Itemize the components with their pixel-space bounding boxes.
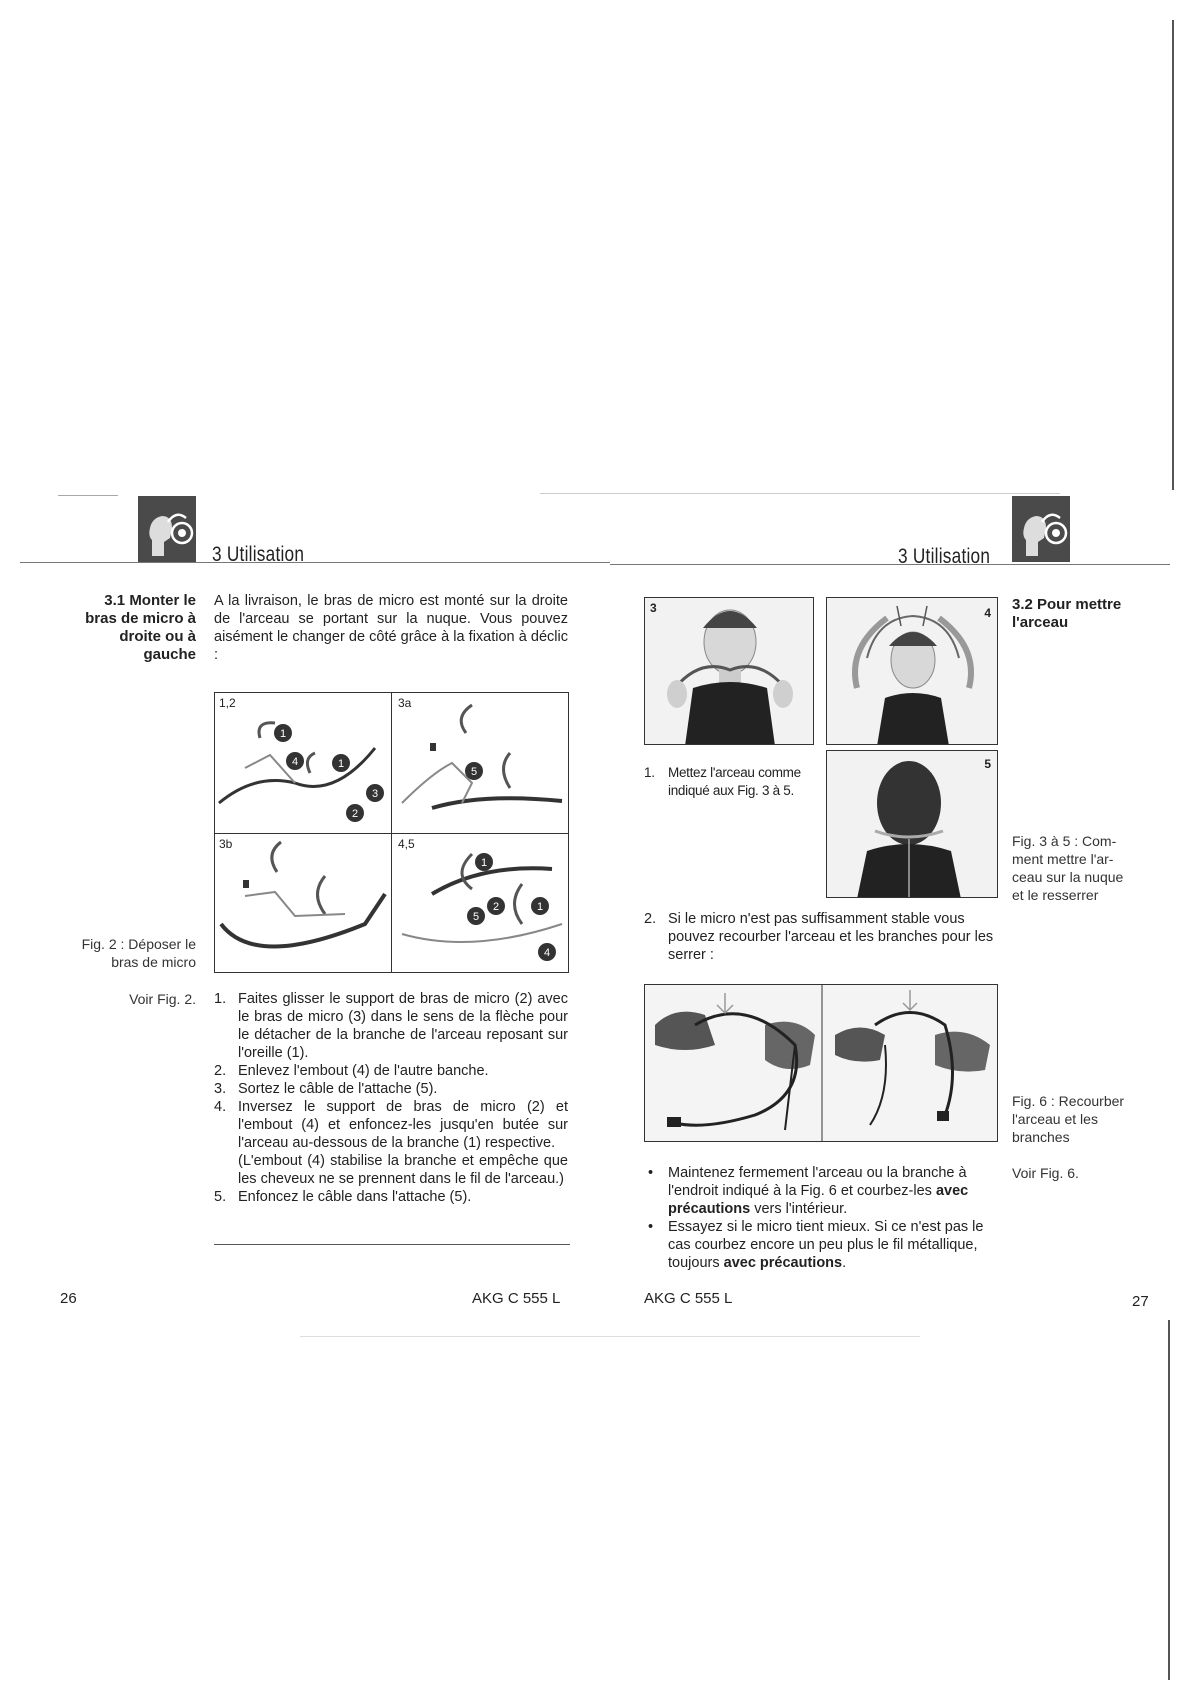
svg-text:1: 1 <box>536 901 544 913</box>
section-3-1-intro: A la livraison, le bras de micro est monté sur la droite de l'arceau se portant sur la nuque. Vous pouvez aisément le changer de côté grâce à la fixation à déclic : <box>214 593 568 663</box>
fig-2-panel-1 <box>214 692 392 834</box>
left-header-title: 3 Utilisation <box>212 543 305 566</box>
marker-3 <box>366 784 384 802</box>
left-steps-list <box>214 990 568 1206</box>
svg-text:2: 2 <box>351 808 359 820</box>
left-steps-end-rule <box>214 1244 570 1245</box>
header-rule-left <box>20 562 610 563</box>
step-item: 1. Faites glisser le support de bras de micro (2) avec le bras de micro (3) dans le sens de la flèche pour le détacher de la branche de l'arceau reposant sur l'oreille (1). <box>214 991 568 1061</box>
photo-label: 4 <box>984 606 991 620</box>
fig-2-panel-label: 1,2 <box>219 696 236 710</box>
bottom-faint-rule <box>300 1336 920 1337</box>
header-top-rule-right <box>540 493 1060 494</box>
fig-2-panel-label: 3a <box>398 696 412 710</box>
see-fig-2: Voir Fig. 2. <box>129 991 196 1007</box>
bullet-item: • Maintenez fermement l'arceau ou la branche à l'endroit indiqué à la Fig. 6 et courbez-les avec précautions vers l'intérieur. <box>648 1165 969 1217</box>
headset-user-icon <box>138 496 196 562</box>
right-footer-model: AKG C 555 L <box>644 1290 733 1307</box>
marker-4 <box>538 943 556 961</box>
left-footer-model: AKG C 555 L <box>472 1290 561 1307</box>
svg-text:1: 1 <box>279 728 287 740</box>
svg-text:5: 5 <box>470 766 478 778</box>
fig-2-panel-4-5 <box>391 833 569 973</box>
marker-4 <box>286 752 304 770</box>
right-header-title: 3 Utilisation <box>898 545 991 568</box>
photo-fig-6 <box>644 984 998 1142</box>
svg-text:5: 5 <box>472 911 480 923</box>
step-2-right: 2. Si le micro n'est pas suffisamment stable vous pouvez recourber l'arceau et les branches pour les serrer : <box>644 911 994 963</box>
svg-text:4: 4 <box>291 756 299 768</box>
svg-text:3: 3 <box>371 788 379 800</box>
fig-6-caption: Fig. 6 : Recourber l'arceau et les branches <box>1012 1093 1125 1145</box>
step-item: 2. Enlevez l'embout (4) de l'autre banche. <box>214 1063 489 1079</box>
section-3-2-title: 3.2 Pour mettre l'arceau <box>1012 596 1122 631</box>
page-edge-top <box>1172 20 1174 490</box>
bullet-item: • Essayez si le micro tient mieux. Si ce n'est pas le cas courbez encore un peu plus le fil métallique, toujours avec précautions. <box>648 1219 984 1271</box>
marker-2 <box>346 804 364 822</box>
fig-2-panel-label: 3b <box>219 837 233 851</box>
step-item: 3. Sortez le câble de l'attache (5). <box>214 1081 438 1097</box>
photo-fig-3 <box>644 597 814 745</box>
step-item: 4. Inversez le support de bras de micro (2) et l'embout (4) et enfoncez-les jusqu'en butée sur l'arceau au-dessous de la branche (1) respective. <box>214 1099 568 1151</box>
page-edge-bottom <box>1168 1320 1170 1680</box>
photo-label: 5 <box>984 757 991 771</box>
marker-1 <box>332 754 350 772</box>
right-page-number: 27 <box>1132 1293 1149 1310</box>
marker-5 <box>467 907 485 925</box>
fig-2-panel-3a <box>391 692 569 834</box>
marker-2 <box>487 897 505 915</box>
marker-5 <box>465 762 483 780</box>
header-rule-right <box>610 564 1170 565</box>
fig-3-5-caption: Fig. 3 à 5 : Com- ment mettre l'ar- ceau sur la nuque et le resserrer <box>1012 833 1124 903</box>
marker-1 <box>274 724 292 742</box>
step-item: (L'embout (4) stabilise la branche et empêche que les cheveux ne se prennent dans le fil de l'arceau.) <box>238 1153 568 1187</box>
svg-text:1: 1 <box>480 857 488 869</box>
svg-text:4: 4 <box>543 947 551 959</box>
headset-user-icon <box>1012 496 1070 562</box>
step-1-right: 1. Mettez l'arceau comme indiqué aux Fig. 3 à 5. <box>644 765 801 798</box>
step-item: 5. Enfoncez le câble dans l'attache (5). <box>214 1189 472 1205</box>
fig-2-panel-3b <box>214 833 392 973</box>
photo-label: 3 <box>650 601 657 615</box>
header-top-rule-left <box>58 495 118 496</box>
section-3-1-title: 3.1 Monter le bras de micro à droite ou à gauche <box>85 592 196 663</box>
marker-1 <box>531 897 549 915</box>
photo-fig-5 <box>826 750 998 898</box>
svg-text:1: 1 <box>337 758 345 770</box>
photo-fig-4 <box>826 597 998 745</box>
svg-text:2: 2 <box>492 901 500 913</box>
fig-2-panel-label: 4,5 <box>398 837 415 851</box>
right-bullets <box>644 1164 1000 1272</box>
marker-1 <box>475 853 493 871</box>
see-fig-6: Voir Fig. 6. <box>1012 1165 1079 1181</box>
fig-2-caption: Fig. 2 : Déposer le bras de micro <box>81 936 196 970</box>
left-page-number: 26 <box>60 1290 77 1307</box>
